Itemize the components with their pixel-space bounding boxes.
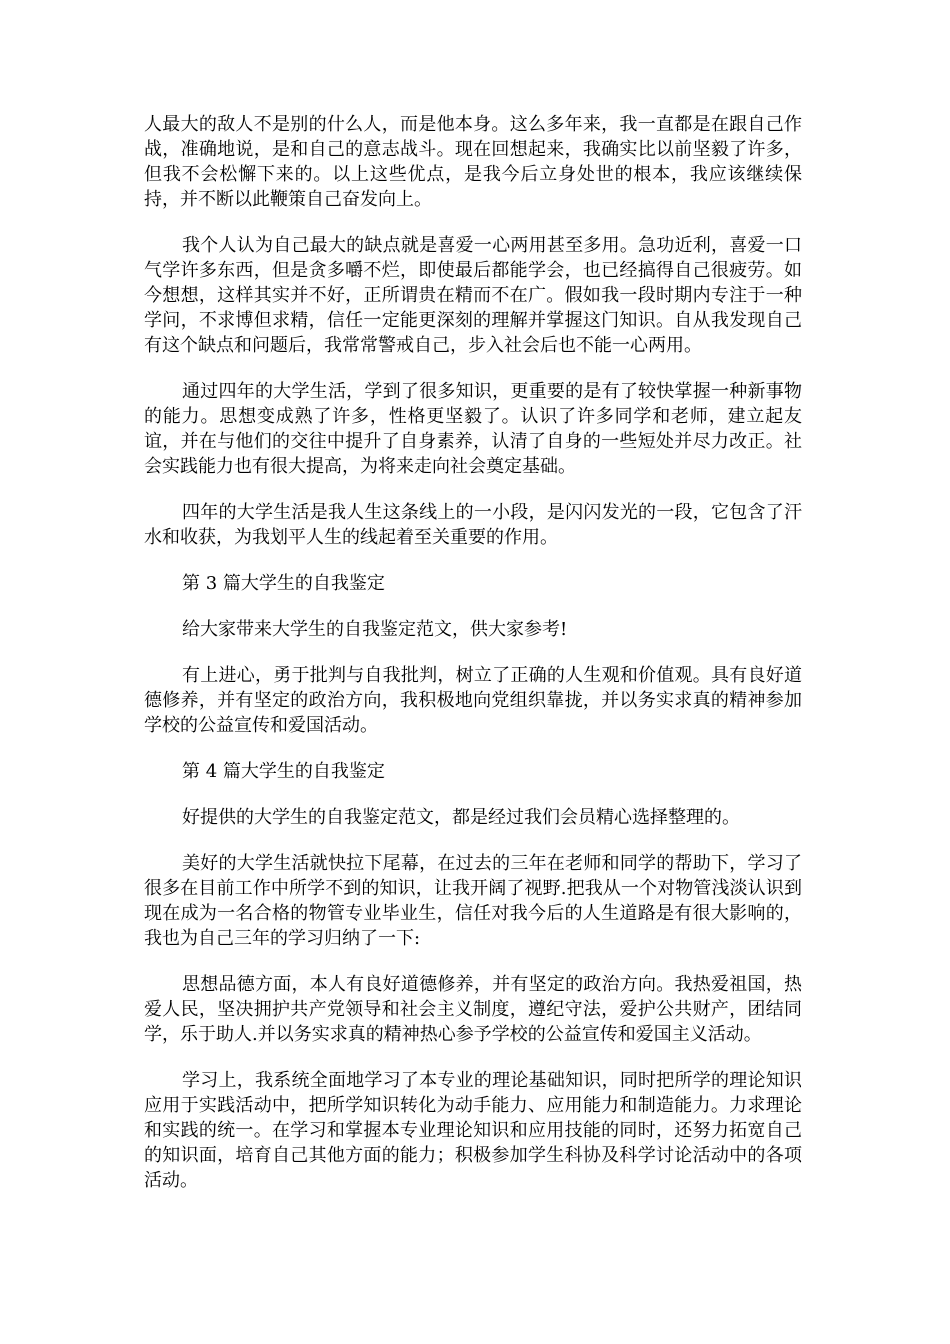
paragraph-2: 我个人认为自己最大的缺点就是喜爱一心两用甚至多用。急功近利，喜爱一口气学许多东西，但是贪多嚼不烂，即使最后都能学会，也已经搞得自己很疲劳。如今想想，这样其实并不好，正所谓贵在精而不在广。假如我一段时期内专注于一种学问，不求博但求精，信任一定能更深刻的理解并掌握这门知识。自从我发现自己有这个缺点和问题后，我常常警戒自己，步入社会后也不能一心两用。	[144, 235, 802, 356]
section-heading-3: 第 3 篇大学生的自我鉴定	[182, 573, 385, 594]
paragraph-7: 有上进心，勇于批判与自我批判，树立了正确的人生观和价值观。具有良好道德修养，并有坚定的政治方向，我积极地向党组织靠拢，并以务实求真的精神参加学校的公益宣传和爱国活动。	[144, 665, 802, 736]
section-heading-4: 第 4 篇大学生的自我鉴定	[182, 761, 385, 782]
paragraph-4: 四年的大学生活是我人生这条线上的一小段，是闪闪发光的一段，它包含了汗水和收获，为我划平人生的线起着至关重要的作用。	[144, 502, 802, 548]
paragraph-3: 通过四年的大学生活，学到了很多知识，更重要的是有了较快掌握一种新事物的能力。思想变成熟了许多，性格更坚毅了。认识了许多同学和老师，建立起友谊，并在与他们的交往中提升了自身素养，认清了自身的一些短处并尽力改正。社会实践能力也有很大提高，为将来走向社会奠定基础。	[144, 381, 802, 477]
paragraph-10: 美好的大学生活就快拉下尾幕，在过去的三年在老师和同学的帮助下，学习了很多在目前工作中所学不到的知识，让我开阔了视野.把我从一个对物管浅淡认识到现在成为一名合格的物管专业毕业生，信任对我今后的人生道路是有很大影响的，我也为自己三年的学习归纳了一下:	[144, 853, 802, 949]
paragraph-12: 学习上，我系统全面地学习了本专业的理论基础知识，同时把所学的理论知识应用于实践活动中，把所学知识转化为动手能力、应用能力和制造能力。力求理论和实践的统一。在学习和掌握本专业理论知识和应用技能的同时，还努力拓宽自己的知识面，培育自己其他方面的能力；积极参加学生科协及科学讨论活动中的各项活动。	[144, 1070, 802, 1191]
paragraph-1: 人最大的敌人不是别的什么人，而是他本身。这么多年来，我一直都是在跟自己作战，准确地说，是和自己的意志战斗。现在回想起来，我确实比以前坚毅了许多，但我不会松懈下来的。以上这些优点，是我今后立身处世的根本，我应该继续保持，并不断以此鞭策自己奋发向上。	[144, 114, 802, 210]
paragraph-9: 好提供的大学生的自我鉴定范文，都是经过我们会员精心选择整理的。	[182, 807, 740, 828]
paragraph-11: 思想品德方面，本人有良好道德修养，并有坚定的政治方向。我热爱祖国，热爱人民，坚决拥护共产党领导和社会主义制度，遵纪守法，爱护公共财产，团结同学，乐于助人.并以务实求真的精神热心参予学校的公益宣传和爱国主义活动。	[144, 974, 802, 1045]
document-page	[144, 112, 802, 1214]
paragraph-6: 给大家带来大学生的自我鉴定范文，供大家参考!	[182, 619, 568, 640]
